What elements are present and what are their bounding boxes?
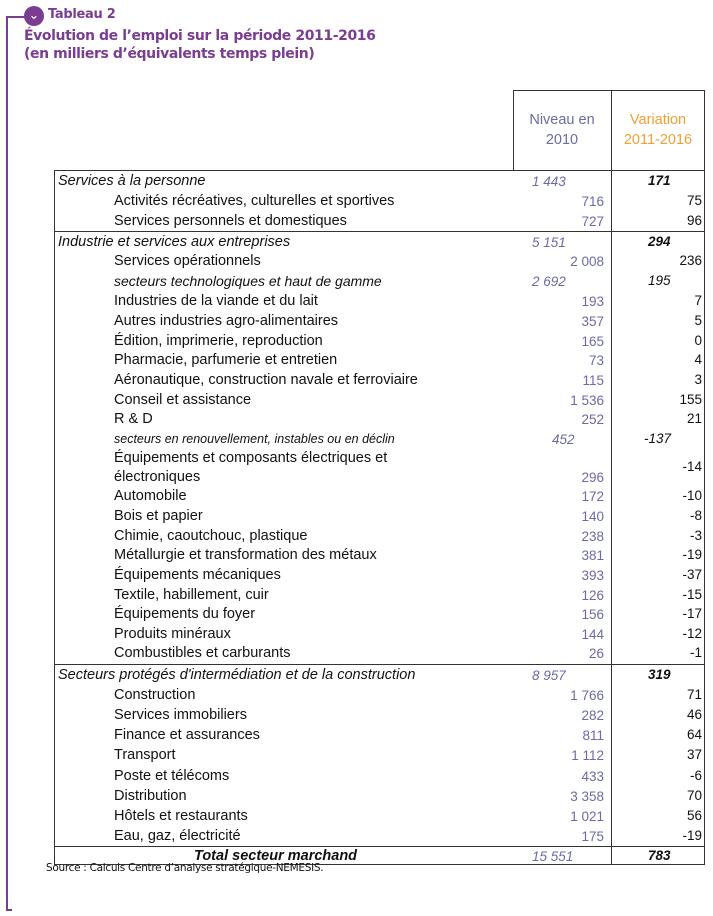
- frame-bottom-line: [6, 909, 12, 911]
- row-niveau: 2 008: [570, 254, 604, 269]
- row-niveau: 3 358: [570, 789, 604, 804]
- title-line-2: (en milliers d’équivalents temps plein): [24, 46, 315, 62]
- row-niveau: 172: [581, 489, 604, 504]
- table-row: [54, 409, 704, 429]
- row-variation: 37: [686, 747, 702, 762]
- row-variation: -6: [689, 768, 702, 783]
- row-label: secteurs en renouvellement, instables ou en déclin: [114, 432, 395, 446]
- row-label-line-2: électroniques: [114, 469, 201, 485]
- row-label: Services opérationnels: [114, 253, 261, 269]
- row-niveau: 5 151: [532, 235, 566, 250]
- table-row: [54, 211, 704, 231]
- table-row: [54, 745, 704, 765]
- row-variation: 56: [686, 808, 702, 823]
- row-variation: 46: [686, 707, 702, 722]
- row-niveau: 282: [581, 708, 604, 723]
- header-right-border: [704, 90, 705, 170]
- table-row: [54, 565, 704, 585]
- row-variation: -15: [682, 587, 702, 602]
- row-label: Finance et assurances: [114, 727, 260, 743]
- table-row: [54, 786, 704, 806]
- row-niveau: 144: [581, 627, 604, 642]
- row-variation: 0: [694, 333, 702, 348]
- row-label: Activités récréatives, culturelles et sportives: [114, 193, 395, 209]
- variation-header-line-2: 2011-2016: [623, 132, 693, 148]
- table-row: [54, 291, 704, 311]
- row-niveau: 1 766: [570, 688, 604, 703]
- table-row: [54, 705, 704, 725]
- table-row: [54, 585, 704, 605]
- row-label: Combustibles et carburants: [114, 645, 291, 661]
- niveau-header-line-1: Niveau en: [529, 112, 595, 128]
- row-niveau: 716: [581, 194, 604, 209]
- row-variation: 195: [648, 273, 671, 288]
- row-label: Services à la personne: [58, 173, 206, 189]
- table-row: [54, 232, 704, 252]
- row-niveau: 452: [552, 432, 575, 447]
- table-row: [54, 506, 704, 526]
- row-label: Transport: [114, 747, 176, 763]
- row-variation: 783: [648, 848, 671, 863]
- row-variation: 155: [679, 392, 702, 407]
- table-row: [54, 545, 704, 565]
- row-variation: 5: [694, 313, 702, 328]
- table-row: [54, 725, 704, 745]
- row-label: Total secteur marchand: [194, 848, 358, 864]
- table-title: [24, 27, 376, 63]
- row-variation: -14: [682, 459, 702, 474]
- row-variation: -1: [689, 645, 702, 660]
- table-row: [54, 311, 704, 331]
- frame-left-line: [6, 16, 8, 911]
- table-row: [54, 191, 704, 211]
- row-label: Produits minéraux: [114, 626, 231, 642]
- row-variation: -137: [644, 431, 672, 446]
- row-niveau: 175: [581, 829, 604, 844]
- table-row: [54, 449, 704, 487]
- row-label: Eau, gaz, électricité: [114, 828, 241, 844]
- row-niveau: 296: [581, 470, 604, 485]
- row-niveau: 433: [581, 769, 604, 784]
- row-label: Équipements mécaniques: [114, 567, 281, 583]
- table-row: [54, 350, 704, 370]
- row-label: Conseil et assistance: [114, 392, 252, 408]
- table-row: [54, 486, 704, 506]
- title-line-1: Évolution de l’emploi sur la période 2011-2016: [24, 28, 376, 44]
- column-header-variation: [612, 110, 704, 150]
- row-label: Automobile: [114, 488, 187, 504]
- row-variation: -3: [689, 528, 702, 543]
- row-variation: -17: [682, 606, 702, 621]
- row-niveau: 252: [581, 412, 604, 427]
- header-left-border: [513, 90, 514, 170]
- table-row: [54, 390, 704, 410]
- table-row: [54, 171, 704, 191]
- row-label: Services personnels et domestiques: [114, 213, 347, 229]
- column-header-niveau: [514, 110, 610, 150]
- row-variation: 70: [686, 788, 702, 803]
- table-row: [54, 685, 704, 705]
- niveau-header-line-2: 2010: [545, 132, 579, 148]
- header-top-border: [513, 90, 705, 91]
- row-variation: 319: [648, 667, 671, 682]
- row-niveau: 8 957: [532, 668, 566, 683]
- row-label: Chimie, caoutchouc, plastique: [114, 528, 308, 544]
- table-label: Tableau 2: [48, 7, 116, 22]
- row-variation: -12: [682, 626, 702, 641]
- row-variation: -8: [689, 508, 702, 523]
- row-variation: -19: [682, 547, 702, 562]
- table-row: [54, 604, 704, 624]
- row-variation: 21: [686, 411, 702, 426]
- table-row: [54, 643, 704, 663]
- row-variation: -37: [682, 567, 702, 582]
- row-label: Bois et papier: [114, 508, 203, 524]
- frame-top-line: [6, 16, 26, 18]
- table-row: [54, 826, 704, 846]
- row-niveau: 727: [581, 214, 604, 229]
- row-label: [114, 449, 387, 487]
- row-variation: 294: [648, 234, 671, 249]
- row-niveau: 381: [581, 548, 604, 563]
- row-label: Métallurgie et transformation des métaux: [114, 547, 377, 563]
- row-label: Équipements du foyer: [114, 606, 256, 622]
- row-label: Industries de la viande et du lait: [114, 293, 318, 309]
- source-note: Source : Calculs Centre d’analyse stratégique-NEMESIS.: [46, 862, 324, 874]
- row-label: Construction: [114, 687, 196, 703]
- table-row: [54, 766, 704, 786]
- table-row: [54, 251, 704, 271]
- table-row: [54, 429, 704, 449]
- row-niveau: 193: [581, 294, 604, 309]
- table-row: [54, 806, 704, 826]
- row-niveau: 15 551: [532, 849, 574, 864]
- row-variation: 236: [679, 253, 702, 268]
- row-niveau: 1 443: [532, 174, 566, 189]
- row-label: Distribution: [114, 788, 187, 804]
- row-variation: 171: [648, 173, 671, 188]
- row-niveau: 1 021: [570, 809, 604, 824]
- table-row: [54, 271, 704, 291]
- row-niveau: 811: [582, 728, 604, 743]
- variation-header-line-1: Variation: [629, 112, 687, 128]
- table-row: [54, 331, 704, 351]
- table-row: [54, 370, 704, 390]
- row-niveau: 357: [581, 314, 604, 329]
- table-row: [54, 624, 704, 644]
- chevron-down-icon: ⌄: [24, 6, 44, 26]
- row-variation: -10: [682, 488, 702, 503]
- row-label-line-1: Équipements et composants électriques et: [114, 450, 388, 466]
- row-label: Services immobiliers: [114, 707, 247, 723]
- row-niveau: 156: [581, 607, 604, 622]
- row-label: Secteurs protégés d'intermédiation et de la construction: [58, 667, 416, 683]
- row-label: Pharmacie, parfumerie et entretien: [114, 352, 338, 368]
- row-niveau: 115: [582, 373, 604, 388]
- row-variation: 7: [694, 293, 702, 308]
- row-variation: 4: [694, 352, 702, 367]
- row-label: Autres industries agro-alimentaires: [114, 313, 339, 329]
- row-niveau: 165: [581, 334, 604, 349]
- row-variation: 3: [694, 372, 702, 387]
- row-label: R & D: [114, 411, 153, 427]
- table-row: [54, 665, 704, 685]
- row-variation: 71: [686, 687, 702, 702]
- row-variation: -19: [682, 828, 702, 843]
- header-middle-border: [611, 90, 612, 170]
- row-niveau: 238: [581, 529, 604, 544]
- row-niveau: 2 692: [532, 274, 566, 289]
- row-label: Édition, imprimerie, reproduction: [114, 333, 323, 349]
- row-niveau: 1 112: [571, 748, 604, 763]
- table-row: [54, 526, 704, 546]
- row-niveau: 73: [588, 353, 604, 368]
- row-variation: 75: [686, 193, 702, 208]
- row-niveau: 26: [588, 646, 604, 661]
- row-label: Aéronautique, construction navale et ferroviaire: [114, 372, 418, 388]
- row-label: Industrie et services aux entreprises: [58, 234, 291, 250]
- row-label: secteurs technologiques et haut de gamme: [114, 273, 382, 289]
- row-niveau: 126: [581, 588, 604, 603]
- row-variation: 96: [686, 213, 702, 228]
- row-label: Hôtels et restaurants: [114, 808, 248, 824]
- row-label: Poste et télécoms: [114, 768, 230, 784]
- row-niveau: 140: [581, 509, 604, 524]
- row-niveau: 1 536: [570, 393, 604, 408]
- row-label: Textile, habillement, cuir: [114, 587, 269, 603]
- row-variation: 64: [686, 727, 702, 742]
- row-niveau: 393: [581, 568, 604, 583]
- table-right-border: [704, 170, 705, 865]
